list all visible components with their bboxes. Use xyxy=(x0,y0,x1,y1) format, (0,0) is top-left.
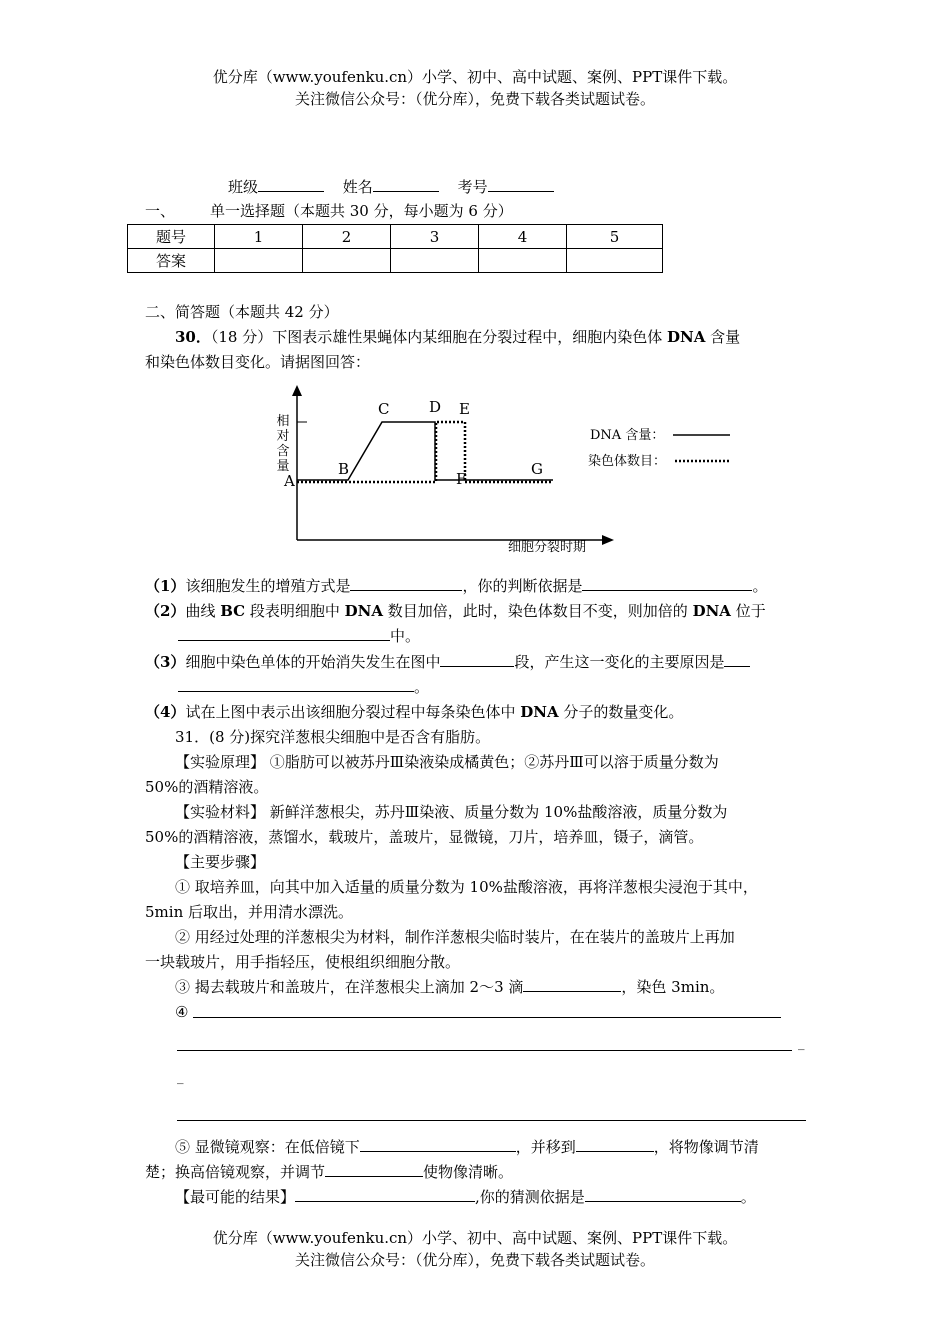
x-axis-arrow xyxy=(602,535,614,545)
step4-answer-line[interactable] xyxy=(193,1017,781,1018)
class-blank[interactable] xyxy=(258,177,324,192)
sub-number: （2） xyxy=(145,602,186,620)
header-line-2: 关注微信公众号：（优分库），免费下载各类试题试卷。 xyxy=(294,90,655,108)
x-axis-label: 细胞分裂时期 xyxy=(508,540,587,555)
table-cell-answer-label: 答案 xyxy=(128,249,215,273)
legend-dna-label: DNA 含量： xyxy=(590,428,665,443)
answer-blank[interactable] xyxy=(576,1137,654,1152)
answer-blank[interactable] xyxy=(178,626,390,641)
result-text: 【最可能的结果】 xyxy=(175,1188,296,1206)
exam-id-label: 考号 xyxy=(457,178,488,196)
answer-cell-3[interactable] xyxy=(391,249,479,273)
step-text: ，将物像调节清 xyxy=(653,1138,759,1156)
answer-blank[interactable] xyxy=(295,1187,475,1202)
q30-line-2: 和染色体数目变化。请据图回答： xyxy=(145,353,371,371)
sub-text: 该细胞发生的增殖方式是 xyxy=(185,577,351,595)
y-axis-label-char: 相 xyxy=(276,414,290,429)
q31-result xyxy=(145,1187,840,1207)
answer-blank[interactable] xyxy=(325,1162,423,1177)
result-text: 。 xyxy=(740,1188,756,1206)
sub-text: 位于 xyxy=(730,602,766,620)
q31-step5-line-2 xyxy=(145,1162,810,1182)
q31-step3 xyxy=(145,977,840,997)
q31-step1-line-1: ① 取培养皿，向其中加入适量的质量分数为 10%盐酸溶液，再将洋葱根尖浸泡于其中， xyxy=(175,878,758,896)
q31-title: 31．(8 分)探究洋葱根尖细胞中是否含有脂肪。 xyxy=(175,728,491,746)
y-axis-label-char: 对 xyxy=(276,429,290,444)
q31-material-line-1: 【实验材料】 新鲜洋葱根尖，苏丹Ⅲ染液、质量分数为 10%盐酸溶液，质量分数为 xyxy=(175,803,728,821)
section1-number: 一、 xyxy=(145,202,176,220)
step-text: 使物像清晰。 xyxy=(423,1163,514,1181)
point-label-d: D xyxy=(429,398,442,416)
q30-text-dna: DNA xyxy=(667,328,706,346)
q30-sub3 xyxy=(145,652,810,672)
q31-step2-line-1: ② 用经过处理的洋葱根尖为材料，制作洋葱根尖临时装片，在在装片的盖玻片上再加 xyxy=(175,928,735,946)
answer-blank[interactable] xyxy=(582,576,752,591)
class-label: 班级 xyxy=(228,178,259,196)
q31-material-line-2: 50%的酒精溶液，蒸馏水，载玻片，盖玻片，显微镜，刀片，培养皿，镊子，滴管。 xyxy=(145,828,704,846)
table-cell-header: 4 xyxy=(479,225,567,249)
sub-text: DNA xyxy=(692,602,731,620)
step-text: ，并移到 xyxy=(515,1138,576,1156)
q31-principle-line-1: 【实验原理】 ①脂肪可以被苏丹Ⅲ染液染成橘黄色；②苏丹Ⅲ可以溶于质量分数为 xyxy=(175,753,719,771)
step-4-marker: ④ xyxy=(175,1003,189,1021)
sub-number: （4） xyxy=(145,703,186,721)
section1-title: 单一选择题（本题共 30 分，每小题为 6 分） xyxy=(210,202,513,220)
sub-text: 曲线 xyxy=(185,602,221,620)
sub-text: DNA xyxy=(520,703,559,721)
answer-blank[interactable] xyxy=(350,576,462,591)
q30-sub2-cont xyxy=(145,626,843,646)
answer-cell-4[interactable] xyxy=(479,249,567,273)
sub-text: 。 xyxy=(414,678,430,696)
table-cell-header: 题号 xyxy=(128,225,215,249)
footer-line-2: 关注微信公众号：（优分库），免费下载各类试题试卷。 xyxy=(294,1251,655,1269)
sub-text: ，你的判断依据是 xyxy=(462,577,583,595)
name-blank[interactable] xyxy=(373,177,439,192)
sub-text: 细胞中染色单体的开始消失发生在图中 xyxy=(185,653,441,671)
q30-sub1 xyxy=(145,576,810,596)
dna-chromosome-graph xyxy=(270,385,790,557)
answer-cell-1[interactable] xyxy=(215,249,303,273)
legend-chromosome-label: 染色体数目： xyxy=(588,454,667,469)
point-label-c: C xyxy=(378,400,390,418)
q31-step5-line-1 xyxy=(145,1137,840,1157)
exam-id-blank[interactable] xyxy=(488,177,554,192)
table-cell-header: 5 xyxy=(567,225,663,249)
q30-number: 30． xyxy=(175,328,211,346)
table-cell-header: 2 xyxy=(303,225,391,249)
header-line-1: 优分库（www.youfenku.cn）小学、初中、高中试题、案例、PPT课件下载。 xyxy=(212,68,738,86)
dna-content-line xyxy=(297,422,553,480)
answer-blank[interactable] xyxy=(360,1137,516,1152)
sub-text: 中。 xyxy=(390,627,421,645)
answer-table xyxy=(127,224,663,273)
step4-answer-line[interactable] xyxy=(177,1120,806,1121)
point-label-e: E xyxy=(459,400,470,418)
step-text: 楚；换高倍镜观察，并调节 xyxy=(145,1163,326,1181)
point-label-a: A xyxy=(284,472,295,490)
result-text: ,你的猜测依据是 xyxy=(475,1188,585,1206)
y-axis-arrow xyxy=(292,385,302,396)
footer-line-1: 优分库（www.youfenku.cn）小学、初中、高中试题、案例、PPT课件下载。 xyxy=(212,1229,738,1247)
q30-line-1 xyxy=(145,327,840,347)
sub-text: 段，产生这一变化的主要原因是 xyxy=(514,653,725,671)
step-text: ③ 揭去载玻片和盖玻片，在洋葱根尖上滴加 2～3 滴 xyxy=(175,978,524,996)
sub-text: 试在上图中表示出该细胞分裂过程中每条染色体中 xyxy=(185,703,521,721)
stray-dash: _ xyxy=(177,1070,184,1085)
chromosome-number-line xyxy=(297,422,553,482)
answer-blank[interactable] xyxy=(585,1187,741,1202)
point-label-g: G xyxy=(531,460,543,478)
point-label-f: F xyxy=(456,470,467,488)
q30-sub2 xyxy=(145,601,810,621)
sub-text: 段表明细胞中 xyxy=(245,602,345,620)
q30-sub4 xyxy=(145,702,810,722)
sub-number: （1） xyxy=(145,577,186,595)
step-text: ⑤ 显微镜观察：在低倍镜下 xyxy=(175,1138,360,1156)
y-axis-label-char: 量 xyxy=(276,459,290,474)
q31-steps-title: 【主要步骤】 xyxy=(175,853,266,871)
sub-text: BC xyxy=(220,602,246,620)
q31-step4 xyxy=(145,1002,840,1022)
q30-text: 含量 xyxy=(705,328,741,346)
sub-text: 分子的数量变化。 xyxy=(558,703,684,721)
answer-cell-2[interactable] xyxy=(303,249,391,273)
stray-dash: _ xyxy=(798,1036,805,1051)
q30-text: （18 分）下图表示雄性果蝇体内某细胞在分裂过程中，细胞内染色体 xyxy=(210,328,668,346)
answer-blank[interactable] xyxy=(178,677,414,692)
step-text: ，染色 3min。 xyxy=(621,978,725,996)
q30-sub3-cont xyxy=(145,677,843,697)
sub-text: 。 xyxy=(752,577,768,595)
answer-table-row xyxy=(128,225,663,249)
answer-cell-5[interactable] xyxy=(567,249,663,273)
sub-number: （3） xyxy=(145,653,186,671)
answer-blank[interactable] xyxy=(523,977,621,992)
q31-step1-line-2: 5min 后取出，并用清水漂洗。 xyxy=(145,903,353,921)
section2-title: 二、简答题（本题共 42 分） xyxy=(145,303,339,321)
q31-step2-line-2: 一块载玻片，用手指轻压，使根组织细胞分散。 xyxy=(145,953,461,971)
answer-blank[interactable] xyxy=(724,652,750,667)
q31-principle-line-2: 50%的酒精溶液。 xyxy=(145,778,269,796)
step4-answer-line[interactable] xyxy=(177,1050,792,1051)
table-cell-header: 3 xyxy=(391,225,479,249)
sub-text: 数目加倍，此时，染色体数目不变，则加倍的 xyxy=(383,602,693,620)
y-axis-label-char: 含 xyxy=(276,444,290,459)
answer-table-row xyxy=(128,249,663,273)
answer-blank[interactable] xyxy=(440,652,514,667)
point-label-b: B xyxy=(338,460,350,478)
table-cell-header: 1 xyxy=(215,225,303,249)
student-info xyxy=(228,176,554,197)
sub-text: DNA xyxy=(344,602,384,620)
name-label: 姓名 xyxy=(342,178,373,196)
